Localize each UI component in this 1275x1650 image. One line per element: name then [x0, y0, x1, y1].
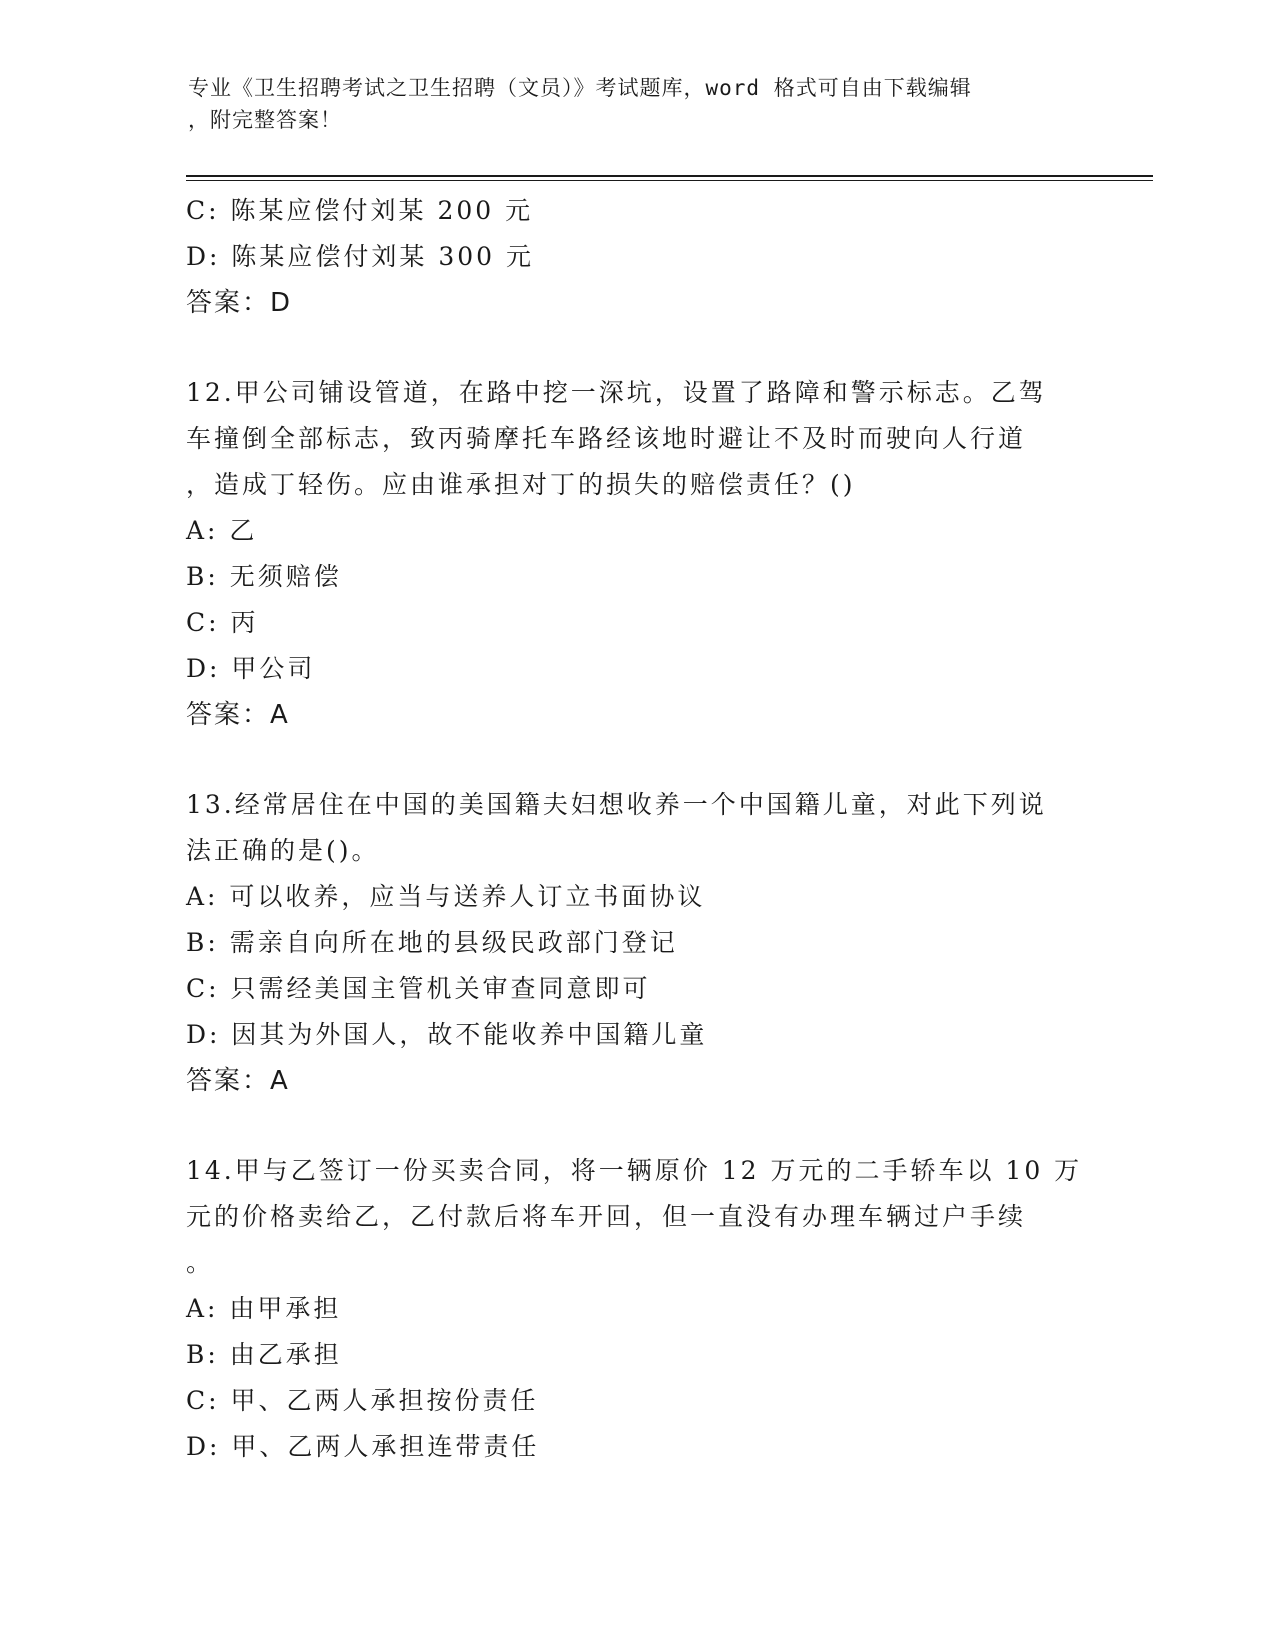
option-a: A: 可以收养，应当与送养人订立书面协议	[186, 882, 706, 911]
option-d: D: 甲公司	[186, 654, 316, 683]
option-c: C: 陈某应偿付刘某 200 元	[186, 196, 534, 225]
question-text-line: ，造成丁轻伤。应由谁承担对丁的损失的赔偿责任？()	[186, 470, 856, 499]
option-c: C: 只需经美国主管机关审查同意即可	[186, 974, 651, 1003]
spacer	[186, 738, 1086, 782]
header-divider-thick	[186, 175, 1153, 177]
question-text-line: 14.甲与乙签订一份买卖合同，将一辆原价 12 万元的二手轿车以 10 万	[186, 1156, 1083, 1185]
question-text-line: 元的价格卖给乙，乙付款后将车开回，但一直没有办理车辆过户手续	[186, 1202, 1027, 1231]
option-b: B: 需亲自向所在地的县级民政部门登记	[186, 928, 678, 957]
question-13	[186, 782, 1086, 1104]
header-divider-thin	[186, 180, 1153, 181]
option-b: B: 无须赔偿	[186, 562, 342, 591]
answer: 答案：A	[186, 700, 290, 730]
question-text-line: 车撞倒全部标志，致丙骑摩托车路经该地时避让不及时而驶向人行道	[186, 424, 1027, 453]
question-12	[186, 370, 1086, 738]
option-a: A: 由甲承担	[186, 1294, 342, 1323]
question-14	[186, 1148, 1086, 1470]
spacer	[186, 1104, 1086, 1148]
question-text-line: 法正确的是()。	[186, 836, 380, 865]
option-d: D: 陈某应偿付刘某 300 元	[186, 242, 535, 271]
option-d: D: 因其为外国人，故不能收养中国籍儿童	[186, 1020, 708, 1049]
option-c: C: 甲、乙两人承担按份责任	[186, 1386, 539, 1415]
question-text-line: 。	[186, 1248, 215, 1277]
question-content	[186, 188, 1086, 1470]
header-line-1: 专业《卫生招聘考试之卫生招聘（文员）》考试题库，word 格式可自由下载编辑	[188, 76, 972, 100]
question-text-line: 12.甲公司铺设管道，在路中挖一深坑，设置了路障和警示标志。乙驾	[186, 378, 1047, 407]
option-a: A: 乙	[186, 516, 258, 545]
document-header	[188, 72, 1068, 136]
option-d: D: 甲、乙两人承担连带责任	[186, 1432, 540, 1461]
option-c: C: 丙	[186, 608, 259, 637]
question-text-line: 13.经常居住在中国的美国籍夫妇想收养一个中国籍儿童，对此下列说	[186, 790, 1047, 819]
question-11-tail	[186, 188, 1086, 326]
option-b: B: 由乙承担	[186, 1340, 342, 1369]
answer: 答案：A	[186, 1066, 290, 1096]
answer: 答案：D	[186, 288, 293, 318]
spacer	[186, 326, 1086, 370]
header-line-2: ，附完整答案！	[188, 108, 342, 132]
